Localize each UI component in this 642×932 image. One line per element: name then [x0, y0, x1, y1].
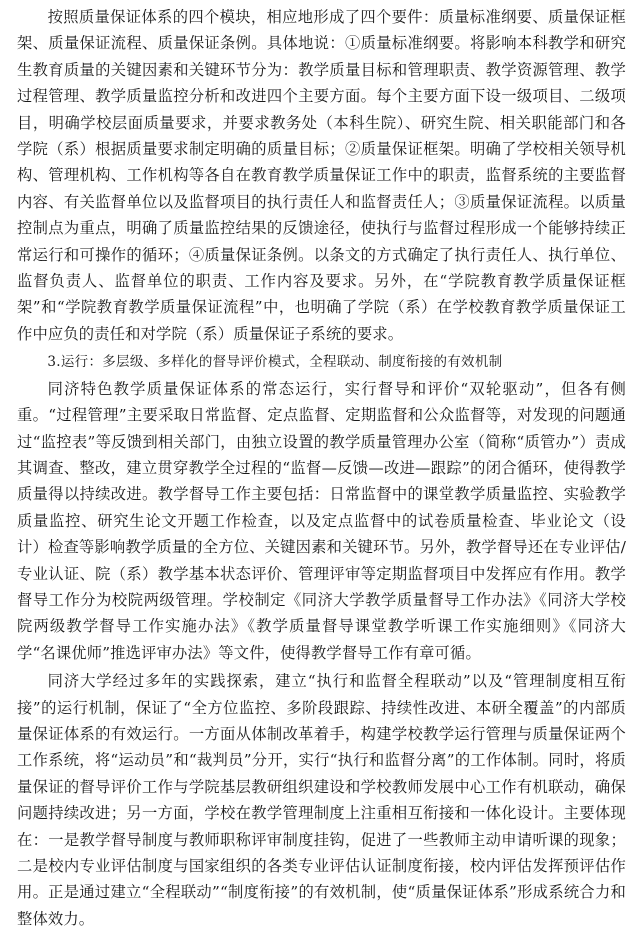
section-heading: 3.运行：多层级、多样化的督导评价模式，全程联动、制度衔接的有效机制	[47, 354, 503, 371]
paragraph-operating-mechanism: 同济大学经过多年的实践探索，建立“执行和监督全程联动”以及“管理制度相互衔接”的运行机制，保证了“全方位监控、多阶段跟踪、持续性改进、本研全覆盖”的内部质量保证体系的有效运行。一方面从体制改革着手，构建学校教学运行管理与质量保证两个工作系统，将“运动员”和“裁判员”分开，实行“执行和监督分离”的工作体制。同时，将质量保证的督导评价工作与学院基层教研组织建设和学校教师发展中心工作有机联动，确保问题持续改进；另一方面，学校在教学管理制度上注重相互衔接和一体化设计。主要体现在：一是教学督导制度与教师职称评审制度挂钩，促进了一些教师主动申请听课的现象；二是校内专业评估制度与国家组织的各类专业评估认证制度衔接，校内评估发挥预评估作用。正是通过建立“全程联动”“制度衔接”的有效机制，使“质量保证体系”形成系统合力和整体效力。	[17, 672, 626, 928]
paragraph-quality-documents: 按照质量保证体系的四个模块，相应地形成了四个要件：质量标准纲要、质量保证框架、质量保证流程、质量保证条例。具体地说：①质量标准纲要。将影响本科教学和研究生教育质量的关键因素和关键环节分为：教学质量目标和管理职责、教学资源管理、教学过程管理、教学质量监控分析和改进四个主要方面。每个主要方面下设一级项目、二级项目，明确学校层面质量要求，并要求教务处（本科生院）、研究生院、相关职能部门和各学院（系）根据质量要求制定明确的质量目标；②质量保证框架。明确了学校相关领导机构、管理机构、工作机构等各自在教育教学质量保证工作中的职责，监督系统的主要监督内容、有关监督单位以及监督项目的执行责任人和监督责任人；③质量保证流程。以质量控制点为重点，明确了质量监控结果的反馈途径，使执行与监督过程形成一个能够持续正常运行和可操作的循环；④质量保证条例。以条文的方式确定了执行责任人、执行单位、监督负责人、监督单位的职责、工作内容及要求。另外，在“学院教育教学质量保证框架”和“学院教育教学质量保证流程”中，也明确了学院（系）在学校教育教学质量保证工作中应负的责任和对学院（系）质量保证子系统的要求。	[17, 8, 626, 343]
paragraph-supervision-evaluation: 同济特色教学质量保证体系的常态运行，实行督导和评价“双轮驱动”，但各有侧重。“过程管理”主要采取日常监督、定点监督、定期监督和公众监督等，对发现的问题通过“监控表”等反馈到相关部门，由独立设置的教学质量管理办公室（简称“质管办”）责成其调查、整改，建立贯穿教学全过程的“监督—反馈—改进—跟踪”的闭合循环，使得教学质量得以持续改进。教学督导工作主要包括：日常监督中的课堂教学质量监控、实验教学质量监控、研究生论文开题工作检查，以及定点监督中的试卷质量检查、毕业论文（设计）检查等影响教学质量的全方位、关键因素和关键环节。另外，教学督导还在专业评估/专业认证、院（系）教学基本状态评价、管理评审等定期监督项目中发挥应有作用。教学督导工作分为校院两级管理。学校制定《同济大学教学质量督导工作办法》《同济大学校院两级教学督导工作实施办法》《教学质量督导课堂教学听课工作实施细则》《同济大学“名课优师”推选评审办法》等文件，使得教学督导工作有章可循。	[17, 379, 626, 662]
